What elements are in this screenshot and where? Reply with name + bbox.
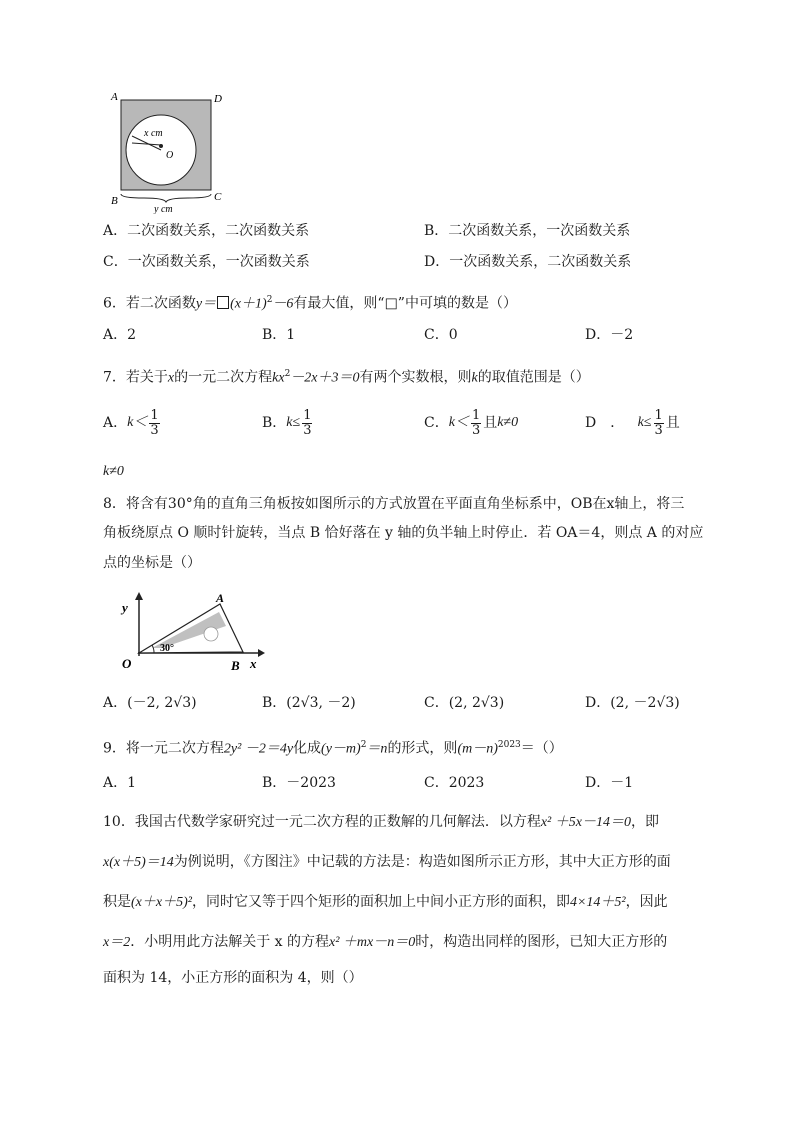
q8-option-c: C．(2, 2√3)	[424, 695, 505, 711]
corner-c-label: C	[214, 191, 222, 203]
corner-d-label: D	[214, 93, 222, 105]
blank-box-icon	[217, 296, 229, 309]
q10-stem-line4: x＝2．小明用此方法解关于 x 的方程x² ＋mx－n＝0时，构造出同样的图形，已知大正方形的	[103, 934, 668, 950]
q8-stem-line2: 角板绕原点 O 顺时针旋转，当点 B 恰好落在 y 轴的负半轴上时停止．若 OA＝4，则点 A 的对应	[103, 525, 704, 541]
y-axis-arrow-icon	[135, 592, 143, 600]
triangle-figure	[118, 590, 268, 676]
o-label: O	[122, 656, 132, 671]
q7-option-d-continuation: k≠0	[103, 464, 124, 479]
y-label: y	[122, 600, 128, 615]
x-axis-arrow-icon	[258, 649, 265, 657]
angle-label: 30°	[160, 643, 174, 654]
q8-stem-line3: 点的坐标是（）	[103, 555, 201, 571]
q5-option-d: D．一次函数关系，二次函数关系	[424, 254, 632, 270]
q6-option-c: C．0	[424, 327, 458, 343]
q9-option-a: A．1	[103, 775, 137, 791]
a-label: A	[216, 591, 225, 605]
q7-stem: 7．若关于x的一元二次方程$kx^2-2x+3=0$有两个实数根，则k的取值范围是（）	[103, 369, 590, 386]
q6-option-a: A．2	[103, 327, 137, 343]
q10-stem-line1: 10．我国古代数学家研究过一元二次方程的正数解的几何解法．以方程x² ＋5x－14＝0，即	[103, 814, 659, 830]
square-circle-figure	[104, 88, 234, 214]
q6-stem: 6．若二次函数$y= (x+1)^2-6$有最大值，则“□”中可填的数是（）	[103, 295, 517, 312]
corner-b-label: B	[111, 195, 118, 207]
q6-option-b: B．1	[262, 327, 296, 343]
q6-option-d: D．－2	[585, 327, 634, 343]
q5-option-c: C．一次函数关系，一次函数关系	[103, 254, 310, 270]
q8-option-d: D．(2, －2√3)	[585, 695, 680, 711]
q5-option-a: A．二次函数关系，二次函数关系	[103, 223, 310, 239]
side-brace	[121, 194, 211, 202]
q9-option-c: C．2023	[424, 775, 485, 791]
q9-option-d: D．－1	[585, 775, 634, 791]
radius-label: x cm	[144, 128, 163, 139]
q8-option-b: B．(2√3, －2)	[262, 695, 356, 711]
q10-stem-line5: 面积为 14，小正方形的面积为 4，则（）	[103, 970, 363, 986]
q8-stem-line1: 8．将含有30°角的直角三角板按如图所示的方式放置在平面直角坐标系中，OB在x轴上，将三	[103, 496, 685, 512]
x-label: x	[250, 656, 257, 671]
q7-option-a: A． k＜ $\frac{1}{3}$	[103, 407, 159, 438]
q9-option-b: B．－2023	[262, 775, 336, 791]
q10-stem-line2: x(x＋5)＝14为例说明，《方图注》中记载的方法是：构造如图所示正方形，其中大正方形的面	[103, 854, 671, 870]
center-dot	[159, 144, 163, 148]
b-label: B	[231, 658, 240, 673]
q5-option-b: B．二次函数关系，一次函数关系	[424, 223, 631, 239]
q7-option-b: B． k≤ $\frac{1}{3}$	[262, 407, 312, 438]
q9-stem: 9．将一元二次方程2y² －2＝4y化成$(y-m)^2=n$的形式，则$(m-n)^{2023}=()$	[103, 740, 563, 757]
center-label: O	[166, 150, 174, 161]
q10-stem-line3: 积是(x＋x＋5)²，同时它又等于四个矩形的面积加上中间小正方形的面积，即4×14＋5²，因此	[103, 894, 668, 910]
q8-option-a: A．(－2, 2√3)	[103, 695, 197, 711]
q7-option-c: C． k＜ $\frac{1}{3}$ 且 k≠0	[424, 407, 519, 438]
side-label: y cm	[154, 204, 173, 214]
q7-option-d: D ． k≤ $\frac{1}{3}$ 且	[585, 407, 680, 438]
corner-a-label: A	[111, 91, 118, 103]
set-square-hole	[204, 627, 218, 641]
